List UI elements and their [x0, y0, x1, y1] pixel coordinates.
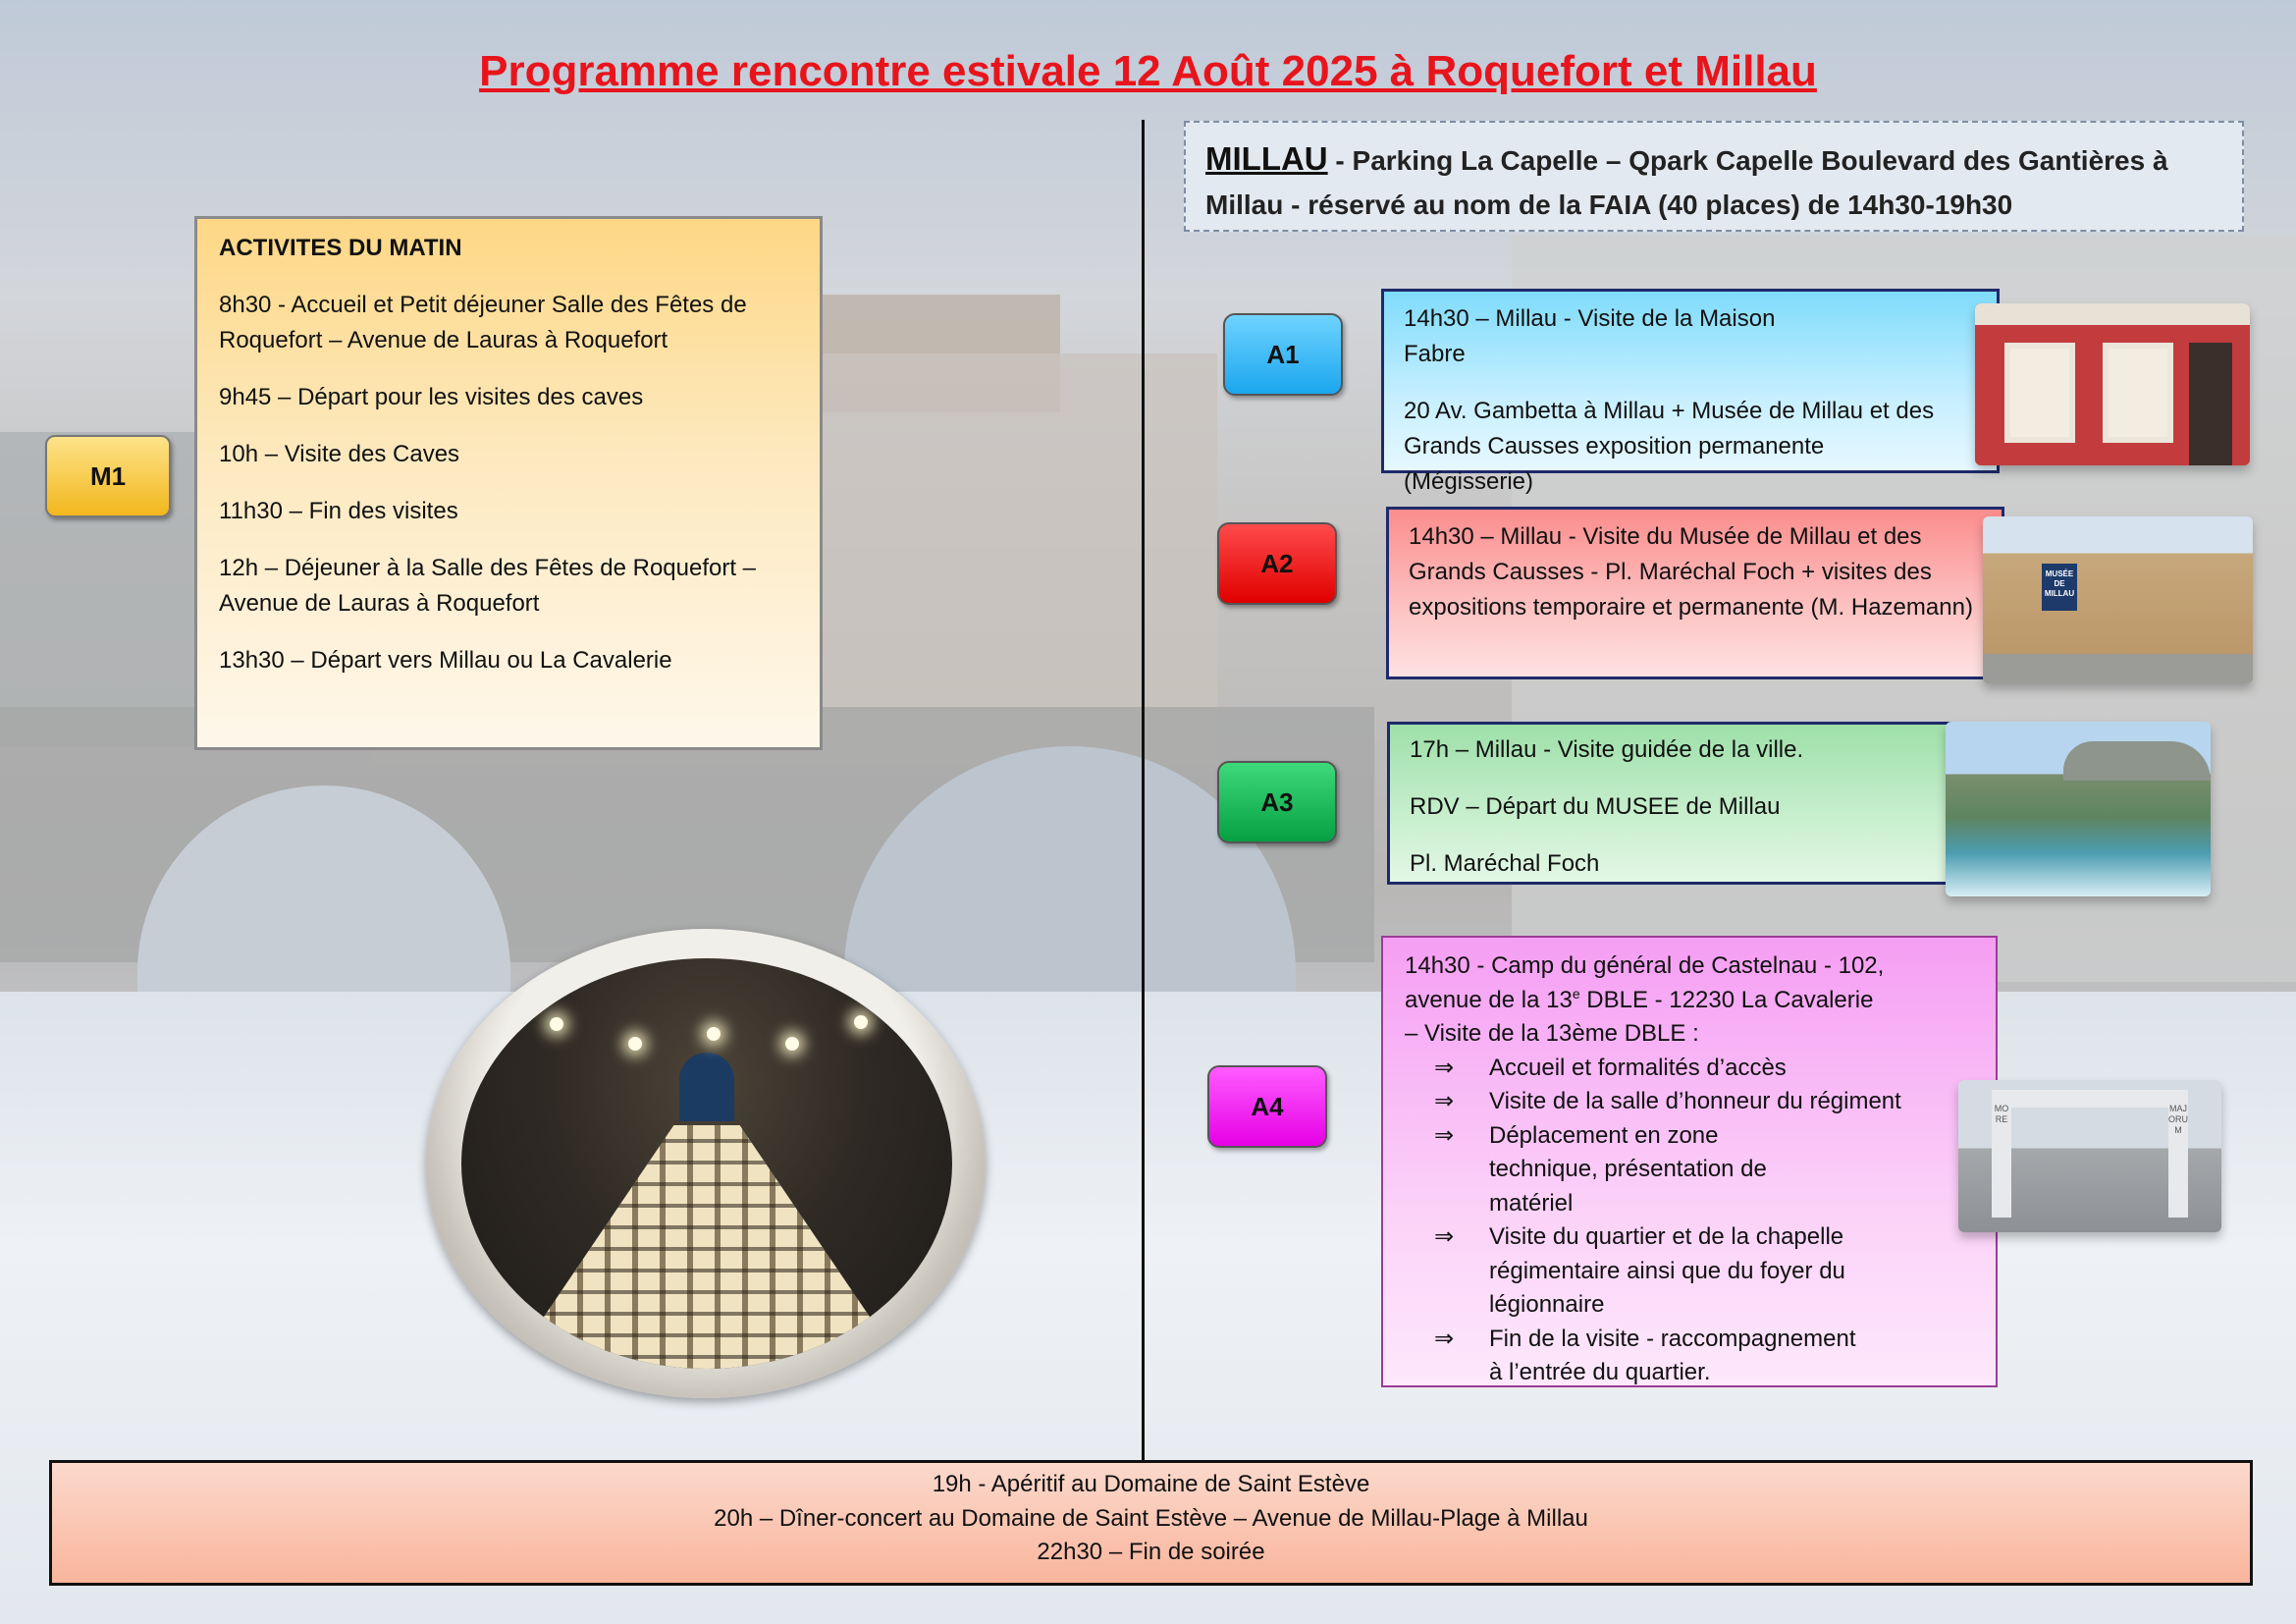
activity-a1-box [1381, 289, 2000, 495]
camp-entrance-photo [1958, 1080, 2221, 1232]
activity-a3-box [1387, 722, 2005, 885]
arrow-icon: ⇒ [1434, 1088, 1455, 1114]
a4-bullet: ⇒ Fin de la visite - raccompagnement à l’entrée du quartier. [1405, 1323, 1856, 1390]
a4-bullet: ⇒ Visite du quartier et de la chapelle régimentaire ainsi que du foyer du légionnaire [1405, 1220, 1856, 1323]
millau-parking-box [1184, 121, 2244, 232]
cheese-cave-photo [461, 958, 952, 1369]
millau-city: MILLAU [1205, 140, 1328, 177]
badge-a1: A1 [1223, 313, 1343, 396]
arrow-icon: ⇒ [1434, 1223, 1455, 1250]
a3-line: 17h – Millau - Visite guidée de la ville. [1410, 736, 1804, 763]
activity-a2-box [1386, 507, 2004, 679]
maison-fabre-photo [1975, 303, 2250, 465]
badge-m1: M1 [45, 435, 171, 517]
arrow-icon: ⇒ [1434, 1054, 1455, 1081]
morning-item: 9h45 – Départ pour les visites des caves [219, 384, 644, 410]
activity-a4-box [1381, 936, 1998, 1387]
gate-text-left: MORE [1992, 1090, 2011, 1218]
musee-sign: MUSÉE DE MILLAU [2042, 564, 2077, 611]
badge-a2: A2 [1217, 522, 1337, 605]
morning-item: 11h30 – Fin des visites [219, 498, 458, 524]
vertical-divider [1142, 120, 1145, 1460]
millau-river-photo [1946, 722, 2211, 896]
morning-item: 13h30 – Départ vers Millau ou La Cavalerie [219, 647, 672, 674]
millau-line2: Millau - réservé au nom de la FAIA (40 places) de 14h30-19h30 [1205, 189, 2013, 220]
a2-line: 14h30 – Millau - Visite du Musée de Millau et des Grands Causses - Pl. Maréchal Foch + visites des expositions temporaire et permanente (M. Hazemann) [1409, 523, 1973, 621]
arrow-icon: ⇒ [1434, 1121, 1455, 1149]
morning-heading: ACTIVITES DU MATIN [219, 235, 462, 261]
a4-bullet: ⇒ Accueil et formalités d’accès [1405, 1052, 1976, 1086]
a1-line: 14h30 – Millau - Visite de la Maison Fabre [1404, 305, 1776, 367]
a4-bullet: ⇒ Déplacement en zone technique, présentation de matériel [1405, 1119, 1827, 1221]
badge-a3: A3 [1217, 761, 1337, 843]
morning-activities-box [194, 216, 823, 750]
badge-a4: A4 [1207, 1065, 1327, 1148]
arrow-icon: ⇒ [1434, 1325, 1455, 1352]
a4-line: – Visite de la 13ème DBLE : [1405, 1020, 1699, 1047]
morning-item: 8h30 - Accueil et Petit déjeuner Salle des Fêtes de Roquefort – Avenue de Lauras à Roquefort [219, 292, 747, 353]
a1-line: 20 Av. Gambetta à Millau + Musée de Millau et des Grands Causses exposition permanente (Mégisserie) [1404, 398, 1935, 495]
a4-line: 14h30 - Camp du général de Castelnau - 102, [1405, 952, 1885, 979]
evening-line: 19h - Apéritif au Domaine de Saint Estève [932, 1471, 1370, 1497]
musee-millau-photo [1983, 516, 2253, 683]
a4-bullet: ⇒ Visite de la salle d’honneur du régiment [1405, 1085, 1976, 1119]
evening-line: 22h30 – Fin de soirée [1037, 1539, 1265, 1565]
page-title: Programme rencontre estivale 12 Août 2025 à Roquefort et Millau [479, 47, 1817, 95]
evening-line: 20h – Dîner-concert au Domaine de Saint Estève – Avenue de Millau-Plage à Millau [714, 1504, 1588, 1532]
a3-line: Pl. Maréchal Foch [1410, 850, 1600, 877]
evening-box [49, 1460, 2253, 1586]
millau-line1: - Parking La Capelle – Qpark Capelle Boulevard des Gantières à [1327, 145, 2168, 176]
a3-line: RDV – Départ du MUSEE de Millau [1410, 793, 1781, 820]
gate-text-right: MAJORUM [2168, 1090, 2188, 1218]
morning-item: 10h – Visite des Caves [219, 441, 460, 467]
a4-line: avenue de la 13e DBLE - 12230 La Cavalerie [1405, 985, 1874, 1013]
morning-item: 12h – Déjeuner à la Salle des Fêtes de Roquefort – Avenue de Lauras à Roquefort [219, 555, 757, 617]
